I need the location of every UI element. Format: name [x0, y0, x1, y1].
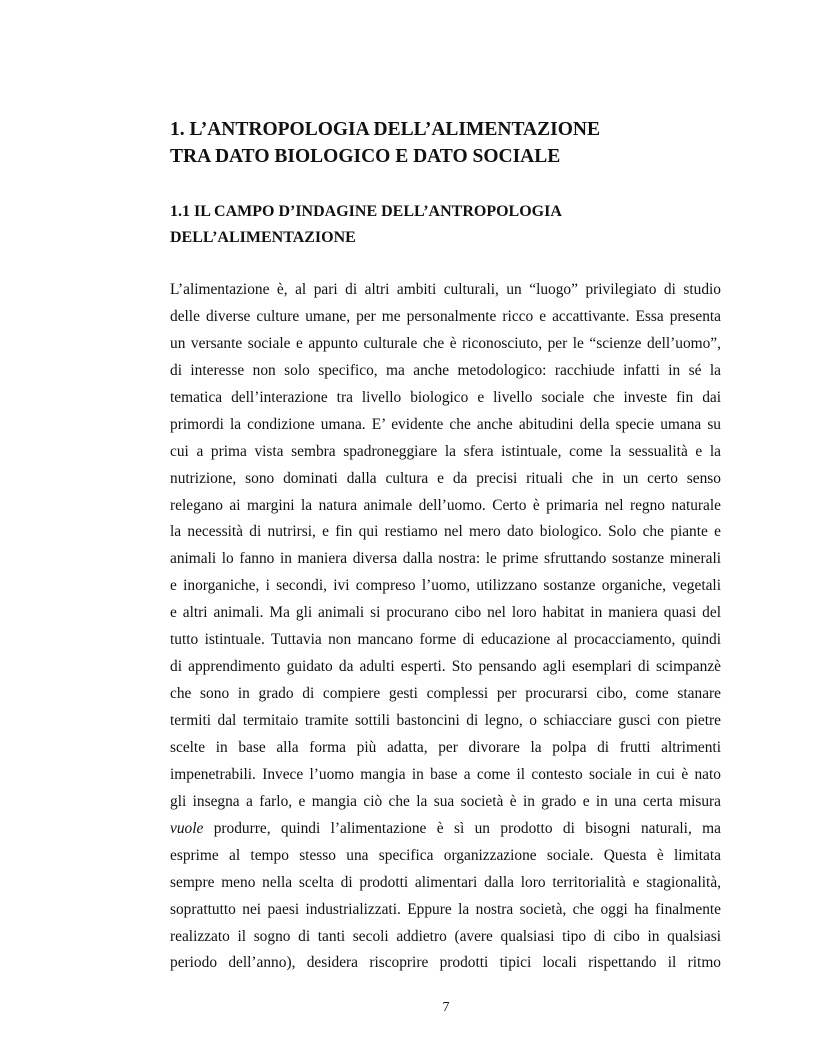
text-line: cui a prima vista sembra spadroneggiare la sfera istintuale, come la sessualità e la — [170, 442, 721, 460]
text-line: periodo dell’anno), desidera riscoprire prodotti tipici locali rispettando il ritmo — [170, 954, 721, 972]
text-line: termiti dal termitaio tramite sottili bastoncini di legno, o schiacciare gusci con pietre — [170, 712, 721, 729]
text-line-rest: produrre, quindi l’alimentazione è sì un prodotto di bisogni naturali, ma — [203, 819, 721, 837]
text-line — [170, 816, 721, 843]
text-line: nutrizione, sono dominati dalla cultura e da precisi rituali che in un certo senso — [170, 469, 721, 487]
body-paragraph — [170, 277, 721, 977]
text-line: la necessità di nutrirsi, e fin qui restiamo nel mero dato biologico. Solo che piante e — [170, 523, 721, 541]
text-line: un versante sociale e appunto culturale che è riconosciuto, per le “scienze dell’uomo”, — [170, 334, 721, 352]
section-title-line-1: 1.1 IL CAMPO D’INDAGINE DELL’ANTROPOLOGIA — [170, 203, 562, 220]
text-line: di interesse non solo specifico, ma anche metodologico: racchiude infatti in sé la — [170, 361, 721, 379]
text-line: di apprendimento guidato da adulti esperti. Sto pensando agli esemplari di scimpanzè — [170, 658, 721, 676]
chapter-title-line-1: 1. L’ANTROPOLOGIA DELL’ALIMENTAZIONE — [170, 119, 600, 140]
text-line: L’alimentazione è, al pari di altri ambiti culturali, un “luogo” privilegiato di studio — [170, 281, 721, 298]
page-number: 7 — [442, 1000, 450, 1015]
text-line: impenetrabili. Invece l’uomo mangia in base a come il contesto sociale in cui è nato — [170, 765, 721, 783]
text-line: gli insegna a farlo, e mangia ciò che la sua società è in grado e in una certa misura — [170, 792, 721, 810]
text-line: delle diverse culture umane, per me personalmente ricco e accattivante. Essa presenta — [170, 307, 721, 325]
text-line: scelte in base alla forma più adatta, per divorare la polpa di frutti altrimenti — [170, 738, 721, 756]
text-line: soprattutto nei paesi industrializzati. Eppure la nostra società, che oggi ha finalmente — [170, 900, 721, 918]
chapter-title — [170, 116, 730, 170]
text-line: animali lo fanno in maniera diversa dalla nostra: le prime sfruttando sostanze minerali — [170, 550, 721, 568]
text-line: e inorganiche, i secondi, ivi compreso l’uomo, utilizzano sostanze organiche, vegetali — [170, 577, 721, 595]
text-line: primordi la condizione umana. E’ evidente che anche abitudini della specie umana su — [170, 415, 721, 433]
text-line: tutto istintuale. Tuttavia non mancano forme di educazione al procacciamento, quindi — [170, 631, 721, 649]
text-line: tematica dell’interazione tra livello biologico e livello sociale che investe fin dai — [170, 388, 721, 406]
chapter-title-line-2: TRA DATO BIOLOGICO E DATO SOCIALE — [170, 146, 561, 167]
section-title-line-2: DELL’ALIMENTAZIONE — [170, 229, 356, 246]
text-line: sempre meno nella scelta di prodotti alimentari dalla loro territorialità e stagionalità, — [170, 873, 721, 891]
emphasis-word: vuole — [170, 819, 204, 837]
text-line: realizzato il sogno di tanti secoli addietro (avere qualsiasi tipo di cibo in qualsiasi — [170, 927, 721, 945]
text-line: esprime al tempo stesso una specifica organizzazione sociale. Questa è limitata — [170, 846, 721, 864]
section-title — [170, 199, 730, 251]
text-line: che sono in grado di compiere gesti complessi per procurarsi cibo, come stanare — [170, 685, 721, 703]
text-line: relegano ai margini la natura animale dell’uomo. Certo è primaria nel regno naturale — [170, 496, 721, 514]
text-line: e altri animali. Ma gli animali si procurano cibo nel loro habitat in maniera quasi del — [170, 604, 721, 622]
